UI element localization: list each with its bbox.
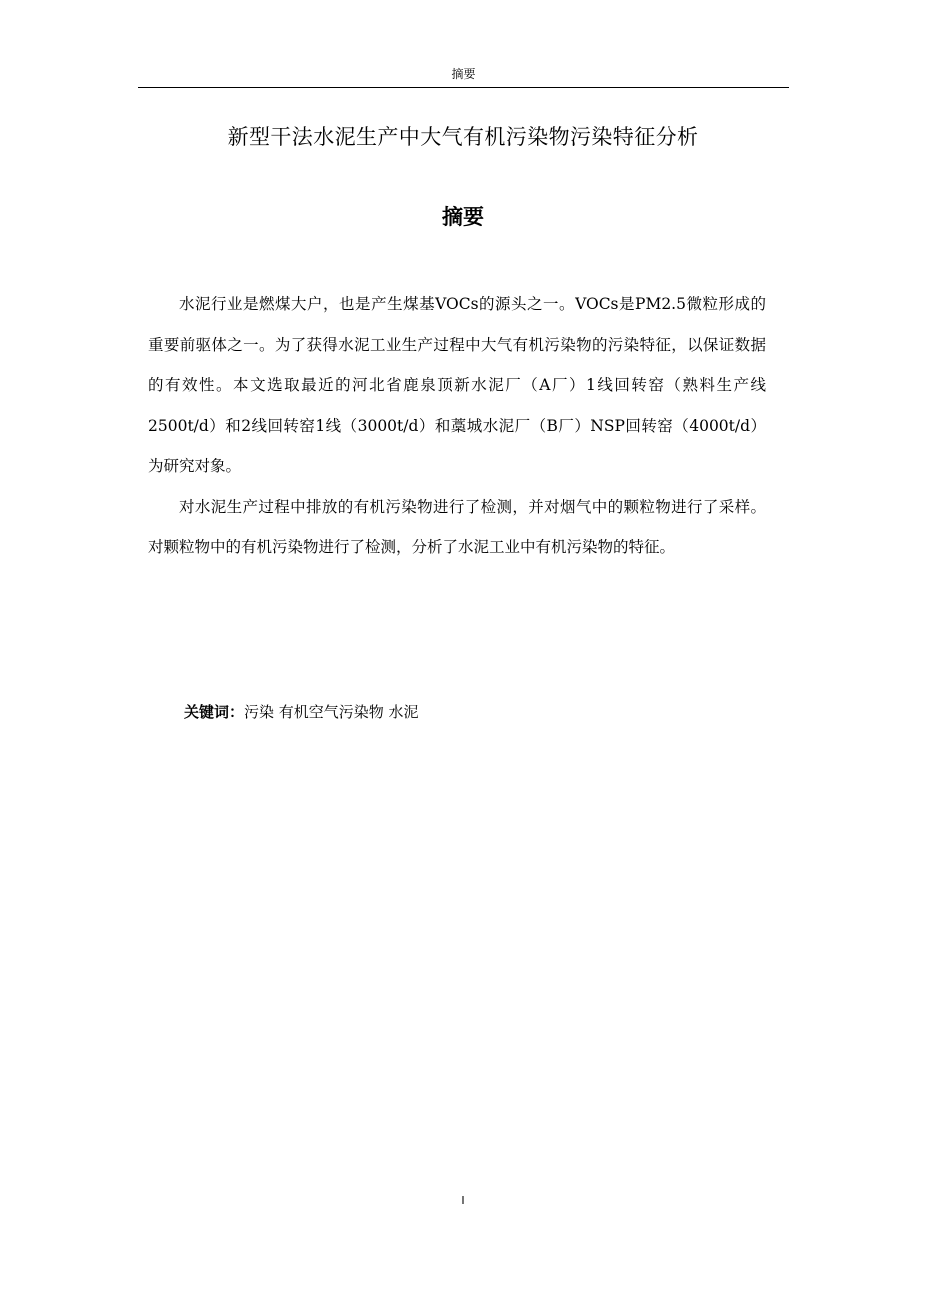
keywords-line (184, 700, 744, 724)
document-title: 新型干法水泥生产中大气有机污染物污染特征分析 (227, 125, 699, 149)
keywords-label: 关键词： (184, 703, 245, 721)
header-rule (138, 87, 789, 88)
abstract-heading: 摘要 (442, 205, 484, 229)
page-number: I (461, 1194, 465, 1207)
running-header: 摘要 (451, 67, 476, 81)
abstract-body (148, 284, 766, 568)
abstract-paragraph: 水泥行业是燃煤大户，也是产生煤基VOCs的源头之一。VOCs是PM2.5微粒形成的重要前驱体之一。为了获得水泥工业生产过程中大气有机污染物的污染特征，以保证数据的有效性。本文选取最近的河北省鹿泉顶新水泥厂（A厂）1线回转窑（熟料生产线2500t/d）和2线回转窑1线（3000t/d）和藁城水泥厂（B厂）NSP回转窑（4000t/d）为研究对象。 (148, 295, 766, 475)
keywords-value: 污染 有机空气污染物 水泥 (244, 703, 419, 721)
abstract-paragraph: 对水泥生产过程中排放的有机污染物进行了检测，并对烟气中的颗粒物进行了采样。对颗粒物中的有机污染物进行了检测，分析了水泥工业中有机污染物的特征。 (148, 497, 766, 556)
